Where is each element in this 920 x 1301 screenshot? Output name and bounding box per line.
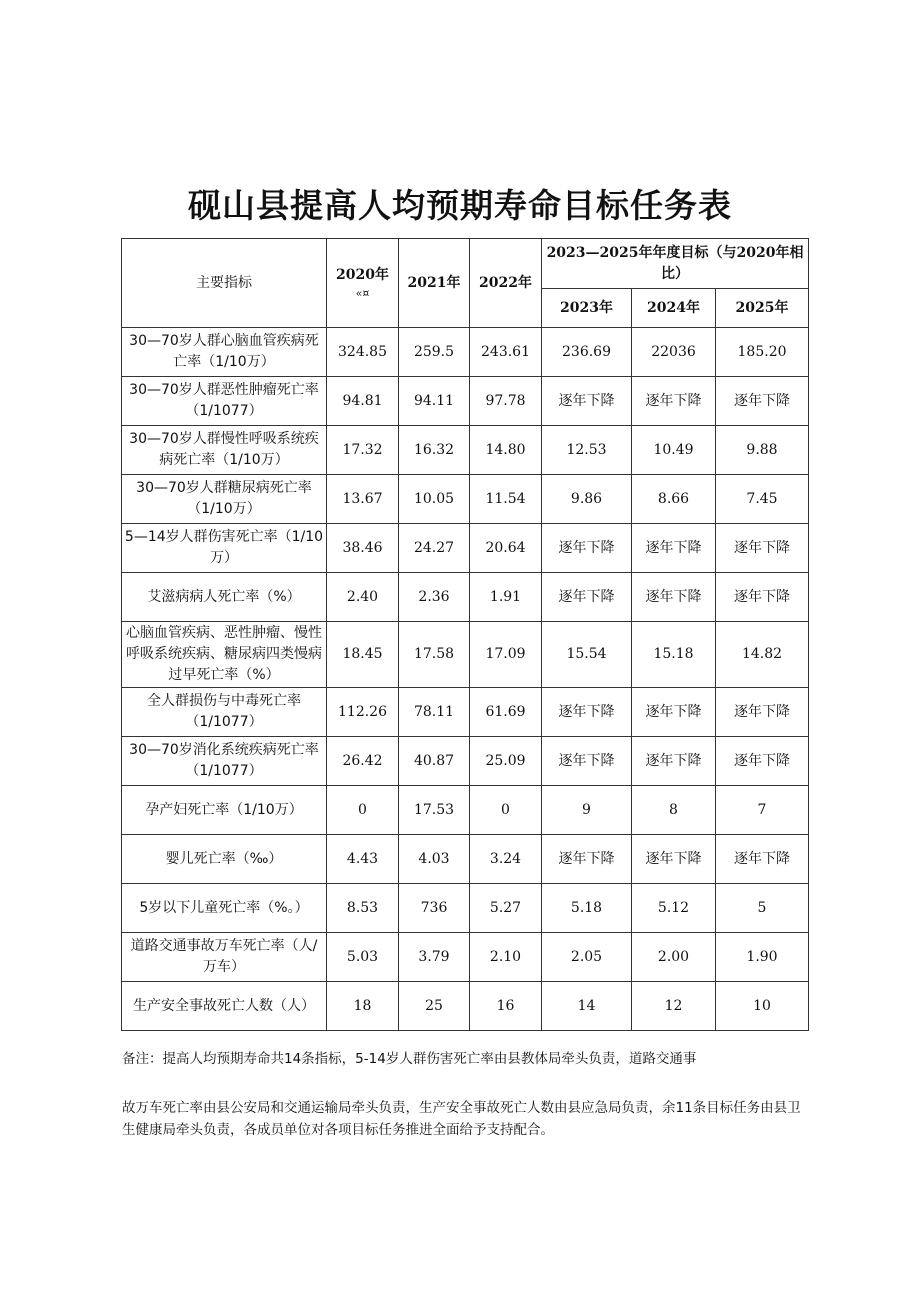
header-2020-sub: «¤: [355, 286, 370, 300]
value-2021: 17.53: [399, 786, 470, 835]
indicator-name: 道路交通事故万车死亡率（人/万车）: [122, 933, 327, 982]
value-2020: 26.42: [327, 737, 399, 786]
value-2023: 9.86: [542, 475, 632, 524]
value-2023: 15.54: [542, 622, 632, 688]
value-2025: 逐年下降: [716, 688, 809, 737]
value-2021: 40.87: [399, 737, 470, 786]
value-2020: 13.67: [327, 475, 399, 524]
value-2023: 逐年下降: [542, 377, 632, 426]
header-indicator: 主要指标: [122, 239, 327, 328]
indicator-name: 5岁以下儿童死亡率（%。）: [122, 884, 327, 933]
value-2020: 4.43: [327, 835, 399, 884]
value-2024: 逐年下降: [632, 573, 716, 622]
table-row: [122, 328, 809, 377]
value-2024: 8: [632, 786, 716, 835]
value-2021: 17.58: [399, 622, 470, 688]
note-line-1: 备注：提高人均预期寿命共14条指标，5-14岁人群伤害死亡率由县教体局牵头负责，道路交通事: [122, 1051, 697, 1067]
value-2022: 5.27: [470, 884, 542, 933]
value-2023: 逐年下降: [542, 835, 632, 884]
value-2021: 2.36: [399, 573, 470, 622]
indicator-name: 孕产妇死亡率（1/10万）: [122, 786, 327, 835]
value-2022: 1.91: [470, 573, 542, 622]
value-2020: 8.53: [327, 884, 399, 933]
header-target-group: 2023—2025年年度目标（与2020年相比）: [542, 239, 809, 289]
value-2022: 243.61: [470, 328, 542, 377]
value-2025: 逐年下降: [716, 835, 809, 884]
value-2023: 逐年下降: [542, 524, 632, 573]
indicator-name: 婴儿死亡率（‰）: [122, 835, 327, 884]
value-2020: 94.81: [327, 377, 399, 426]
value-2022: 25.09: [470, 737, 542, 786]
value-2021: 16.32: [399, 426, 470, 475]
table-row: [122, 737, 809, 786]
value-2021: 4.03: [399, 835, 470, 884]
value-2020: 0: [327, 786, 399, 835]
value-2020: 112.26: [327, 688, 399, 737]
indicator-name: 30—70岁人群恶性肿瘤死亡率（1/1077）: [122, 377, 327, 426]
table-row: [122, 475, 809, 524]
indicator-name: 5—14岁人群伤害死亡率（1/10万）: [122, 524, 327, 573]
value-2020: 324.85: [327, 328, 399, 377]
value-2024: 22036: [632, 328, 716, 377]
value-2023: 12.53: [542, 426, 632, 475]
value-2024: 逐年下降: [632, 377, 716, 426]
value-2022: 0: [470, 786, 542, 835]
value-2022: 14.80: [470, 426, 542, 475]
indicator-name: 30—70岁消化系统疾病死亡率（1/1077）: [122, 737, 327, 786]
header-2021: 2021年: [399, 239, 470, 328]
value-2024: 逐年下降: [632, 835, 716, 884]
value-2020: 5.03: [327, 933, 399, 982]
value-2022: 17.09: [470, 622, 542, 688]
value-2020: 38.46: [327, 524, 399, 573]
indicator-name: 30—70岁人群糖尿病死亡率（1/10万）: [122, 475, 327, 524]
indicator-name: 生产安全事故死亡人数（人）: [122, 982, 327, 1031]
value-2024: 2.00: [632, 933, 716, 982]
value-2025: 1.90: [716, 933, 809, 982]
indicator-name: 艾滋病病人死亡率（%）: [122, 573, 327, 622]
page-title: 砚山县提高人均预期寿命目标任务表: [188, 186, 732, 225]
value-2024: 逐年下降: [632, 737, 716, 786]
value-2024: 8.66: [632, 475, 716, 524]
header-2024: 2024年: [632, 289, 716, 328]
value-2022: 20.64: [470, 524, 542, 573]
indicator-name: 30—70岁人群心脑血管疾病死亡率（1/10万）: [122, 328, 327, 377]
table-row: [122, 884, 809, 933]
table-row: [122, 688, 809, 737]
value-2021: 10.05: [399, 475, 470, 524]
value-2021: 24.27: [399, 524, 470, 573]
value-2025: 5: [716, 884, 809, 933]
header-2022: 2022年: [470, 239, 542, 328]
indicator-name: 心脑血管疾病、恶性肿瘤、慢性呼吸系统疾病、糖尿病四类慢病过早死亡率（%）: [122, 622, 327, 688]
value-2024: 逐年下降: [632, 688, 716, 737]
value-2022: 97.78: [470, 377, 542, 426]
value-2023: 逐年下降: [542, 688, 632, 737]
header-2023: 2023年: [542, 289, 632, 328]
value-2022: 61.69: [470, 688, 542, 737]
header-2025: 2025年: [716, 289, 809, 328]
value-2022: 16: [470, 982, 542, 1031]
value-2025: 逐年下降: [716, 573, 809, 622]
table-row: [122, 377, 809, 426]
value-2025: 7: [716, 786, 809, 835]
value-2025: 逐年下降: [716, 377, 809, 426]
header-2020: [327, 239, 399, 328]
value-2021: 736: [399, 884, 470, 933]
value-2023: 5.18: [542, 884, 632, 933]
value-2023: 14: [542, 982, 632, 1031]
value-2023: 9: [542, 786, 632, 835]
value-2022: 11.54: [470, 475, 542, 524]
value-2024: 逐年下降: [632, 524, 716, 573]
value-2020: 17.32: [327, 426, 399, 475]
value-2023: 逐年下降: [542, 573, 632, 622]
value-2020: 2.40: [327, 573, 399, 622]
value-2021: 259.5: [399, 328, 470, 377]
value-2023: 2.05: [542, 933, 632, 982]
value-2024: 10.49: [632, 426, 716, 475]
value-2025: 逐年下降: [716, 524, 809, 573]
value-2025: 185.20: [716, 328, 809, 377]
table-row: [122, 524, 809, 573]
table-row: [122, 622, 809, 688]
value-2021: 25: [399, 982, 470, 1031]
table-row: [122, 786, 809, 835]
value-2022: 3.24: [470, 835, 542, 884]
table-row: [122, 933, 809, 982]
table-row: [122, 573, 809, 622]
table-row: [122, 426, 809, 475]
value-2021: 94.11: [399, 377, 470, 426]
header-2020-label: 2020年: [336, 266, 389, 283]
value-2023: 236.69: [542, 328, 632, 377]
value-2024: 5.12: [632, 884, 716, 933]
value-2024: 12: [632, 982, 716, 1031]
indicator-name: 全人群损伤与中毒死亡率（1/1077）: [122, 688, 327, 737]
table-row: [122, 835, 809, 884]
note-line-2: 故万车死亡率由县公安局和交通运输局牵头负责，生产安全事故死亡人数由县应急局负责，余11条目标任务由县卫生健康局牵头负责，各成员单位对各项目标任务推进全面给予支持配合。: [122, 1100, 801, 1138]
value-2020: 18: [327, 982, 399, 1031]
value-2025: 7.45: [716, 475, 809, 524]
value-2020: 18.45: [327, 622, 399, 688]
value-2025: 逐年下降: [716, 737, 809, 786]
value-2022: 2.10: [470, 933, 542, 982]
value-2023: 逐年下降: [542, 737, 632, 786]
target-task-table: [121, 238, 809, 1031]
indicator-name: 30—70岁人群慢性呼吸系统疾病死亡率（1/10万）: [122, 426, 327, 475]
value-2025: 14.82: [716, 622, 809, 688]
value-2021: 3.79: [399, 933, 470, 982]
value-2021: 78.11: [399, 688, 470, 737]
value-2024: 15.18: [632, 622, 716, 688]
value-2025: 9.88: [716, 426, 809, 475]
table-row: [122, 982, 809, 1031]
value-2025: 10: [716, 982, 809, 1031]
